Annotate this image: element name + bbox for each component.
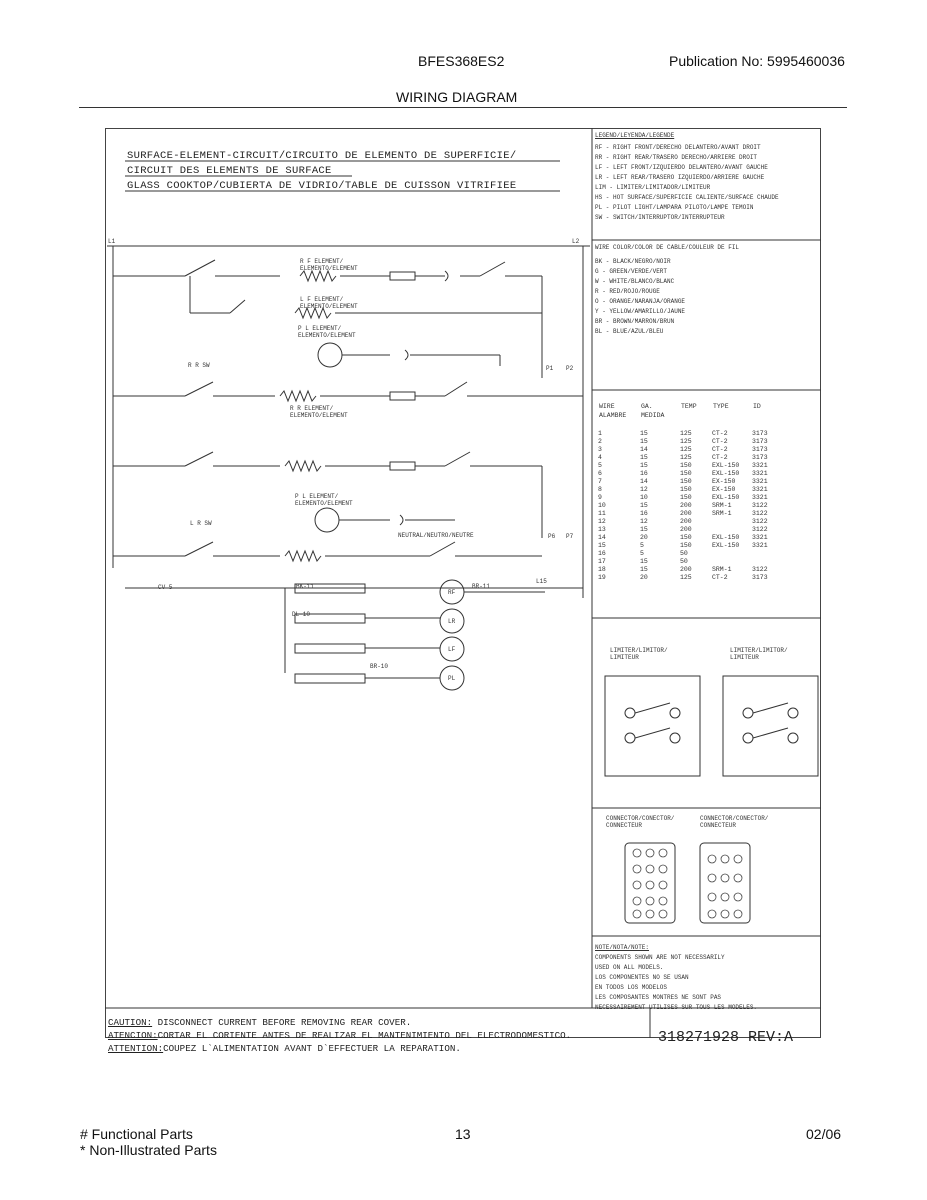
footer-non-illustrated-parts: * Non-Illustrated Parts	[80, 1142, 217, 1158]
wire-table-cell: CT-2	[712, 573, 728, 581]
component-label: LR	[448, 618, 456, 625]
wire-table-header: GA.	[641, 403, 653, 410]
footer-functional-parts: # Functional Parts	[80, 1126, 193, 1142]
legend-line: SW - SWITCH/INTERRUPTOR/INTERRUPTEUR	[595, 214, 725, 221]
circuit-title-line-3: GLASS COOKTOP/CUBIERTA DE VIDRIO/TABLE DE CUISSON VITRIFIEE	[127, 180, 517, 192]
label-l1: L1	[108, 238, 116, 245]
wire-table-cell: 3122	[752, 509, 768, 517]
note-line: NECESSAIREMENT UTILISES SUR TOUS LES MODELES.	[595, 1004, 758, 1011]
note-line: LES COMPOSANTES MONTRES NE SONT PAS	[595, 994, 722, 1001]
connector-label: BR-10	[370, 663, 389, 670]
wire-table-cell: 15	[640, 429, 648, 437]
wire-table-row	[598, 445, 784, 453]
wire-table-cell: 15	[640, 557, 648, 565]
legend-line: LIM - LIMITER/LIMITADOR/LIMITEUR	[595, 184, 711, 191]
wire-table-cell: 200	[680, 509, 692, 517]
wire-table-cell: 3122	[752, 517, 768, 525]
wire-table-cell: 3321	[752, 461, 768, 469]
label-lr-sw: L R SW	[190, 520, 212, 527]
wire-table-cell: 7	[598, 477, 602, 485]
wire-table-cell: 2	[598, 437, 602, 445]
page-title: WIRING DIAGRAM	[396, 89, 518, 105]
wire-table-cell: EX-150	[712, 477, 736, 485]
wire-color-line: W - WHITE/BLANCO/BLANC	[595, 278, 675, 285]
legend-line: RR - RIGHT REAR/TRASERO DERECHO/ARRIERE DROIT	[595, 154, 758, 161]
wire-color-line: O - ORANGE/NARANJA/ORANGE	[595, 298, 686, 305]
wire-table-cell: 3173	[752, 453, 768, 461]
connector-right-label: CONNECTOR/CONECTOR/ CONNECTEUR	[700, 815, 769, 829]
wire-color-heading: WIRE COLOR/COLOR DE CABLE/COULEUR DE FIL	[595, 244, 740, 251]
wire-table-cell: 19	[598, 573, 606, 581]
wire-table-cell: 3122	[752, 501, 768, 509]
wire-table-subheader: ALAMBRE	[599, 412, 627, 419]
wire-table-cell: 5	[640, 541, 644, 549]
wire-table-cell: 16	[598, 549, 606, 557]
wire-table-cell: CT-2	[712, 453, 728, 461]
atencion-line	[108, 1030, 571, 1041]
wire-table-cell: 10	[640, 493, 648, 501]
wire-table-cell: 4	[598, 453, 602, 461]
wire-table-cell: 12	[640, 517, 648, 525]
wire-table	[598, 402, 784, 581]
wire-table-subheader	[752, 411, 784, 429]
wire-table-cell: 20	[640, 573, 648, 581]
diagram-part-number: 318271928 REV:A	[658, 1029, 794, 1046]
page-number: 13	[455, 1126, 471, 1142]
attention-line	[108, 1043, 461, 1054]
wire-table-cell: EX-150	[712, 485, 736, 493]
wire-table-header: TYPE	[713, 403, 729, 410]
attention-text: COUPEZ L`ALIMENTATION AVANT D`EFFECTUER LA REPARATION.	[163, 1043, 461, 1054]
note-line: COMPONENTS SHOWN ARE NOT NECESSARILY	[595, 954, 725, 961]
wire-table-cell: 9	[598, 493, 602, 501]
wire-table-body	[598, 429, 784, 581]
component-label: PL	[448, 675, 456, 682]
wire-table-cell	[712, 517, 752, 525]
label-p1: P1	[546, 365, 554, 372]
wire-table-cell: 15	[640, 501, 648, 509]
model-number: BFES368ES2	[418, 53, 505, 69]
label-rf-element: R F ELEMENT/ ELEMENTO/ELEMENT	[300, 258, 358, 272]
wire-table-cell: 125	[680, 429, 692, 437]
circuit-title-line-2: CIRCUIT DES ELEMENTS DE SURFACE	[127, 165, 332, 177]
wire-table-subheader: MEDIDA	[641, 412, 665, 419]
wire-table-row	[598, 501, 784, 509]
wire-table-cell: 15	[598, 541, 606, 549]
component-label: LF	[448, 646, 456, 653]
wire-table-cell: 16	[640, 509, 648, 517]
circuit-title-line-1: SURFACE-ELEMENT-CIRCUIT/CIRCUITO DE ELEMENTO DE SUPERFICIE/	[127, 150, 517, 162]
connector-label: BR-11	[472, 583, 491, 590]
wire-table-cell: 14	[640, 445, 648, 453]
wire-table-row	[598, 429, 784, 437]
wire-table-cell: 200	[680, 525, 692, 533]
wire-table-subheader	[712, 411, 752, 429]
wire-table-cell: CT-2	[712, 445, 728, 453]
wire-table-cell: 150	[680, 461, 692, 469]
header-rule	[79, 107, 847, 108]
wire-table-cell: CT-2	[712, 437, 728, 445]
wire-table-row	[598, 493, 784, 501]
legend-line: RF - RIGHT FRONT/DERECHO DELANTERO/AVANT DROIT	[595, 144, 761, 151]
wire-table-cell: 3321	[752, 469, 768, 477]
wire-table-cell	[712, 557, 752, 565]
caution-label: CAUTION:	[108, 1017, 153, 1028]
wire-table-row	[598, 477, 784, 485]
legend-line: HS - HOT SURFACE/SUPERFICIE CALIENTE/SURFACE CHAUDE	[595, 194, 779, 201]
wire-table-header: TEMP	[681, 403, 697, 410]
wire-table-cell: 3	[598, 445, 602, 453]
wire-color-line: R - RED/ROJO/ROUGE	[595, 288, 660, 295]
wire-table-cell: 150	[680, 469, 692, 477]
wire-table-cell: 200	[680, 517, 692, 525]
attention-label: ATTENTION:	[108, 1043, 164, 1054]
note-block	[595, 944, 757, 1011]
wire-table-cell: 3173	[752, 429, 768, 437]
wire-table-cell: 13	[598, 525, 606, 533]
wire-table-cell: 50	[680, 549, 688, 557]
wire-table-row	[598, 485, 784, 493]
note-line: USED ON ALL MODELS.	[595, 964, 664, 971]
wire-table-cell	[752, 557, 784, 565]
wire-table-cell: EXL-150	[712, 541, 740, 549]
component-label: RF	[448, 589, 456, 596]
label-p6: P6	[548, 533, 556, 540]
wire-table-cell: 3321	[752, 493, 768, 501]
wire-table-cell: 150	[680, 485, 692, 493]
wire-table-cell	[752, 549, 784, 557]
wire-table-cell: 15	[640, 453, 648, 461]
wire-table-cell: 150	[680, 533, 692, 541]
legend-line: LR - LEFT REAR/TRASERO IZQUIERDO/ARRIERE GAUCHE	[595, 174, 765, 181]
wire-table-header: ID	[753, 403, 761, 410]
wire-table-cell: EXL-150	[712, 461, 740, 469]
wire-table-cell: SRM-1	[712, 565, 732, 573]
wire-table-cell: 1	[598, 429, 602, 437]
wire-table-cell: 8	[598, 485, 602, 493]
wire-table-cell: 3122	[752, 565, 768, 573]
legend-heading: LEGEND/LEYENDA/LEGENDE	[595, 132, 675, 139]
wire-table-cell	[712, 549, 752, 557]
wire-table-cell: 3173	[752, 573, 768, 581]
label-neutral: NEUTRAL/NEUTRO/NEUTRE	[398, 532, 474, 539]
wire-table-row	[598, 437, 784, 445]
wire-table-cell	[712, 525, 752, 533]
wire-table-cell: 150	[680, 541, 692, 549]
wire-table-row	[598, 549, 784, 557]
wire-table-row	[598, 573, 784, 581]
wire-table-cell: 3321	[752, 477, 768, 485]
wire-color-line: G - GREEN/VERDE/VERT	[595, 268, 668, 275]
wire-color-line: BL - BLUE/AZUL/BLEU	[595, 328, 664, 335]
wire-table-row	[598, 453, 784, 461]
wire-table-cell: 125	[680, 573, 692, 581]
wire-table-row	[598, 533, 784, 541]
wire-table-subheader	[680, 411, 712, 429]
wire-table-cell: 150	[680, 493, 692, 501]
wire-table-cell: 15	[640, 461, 648, 469]
wire-table-cell: 50	[680, 557, 688, 565]
wire-table-row	[598, 509, 784, 517]
wire-table-cell: 3173	[752, 437, 768, 445]
wire-table-cell: 200	[680, 501, 692, 509]
limiter-right-label: LIMITER/LIMITOR/ LIMITEUR	[730, 647, 788, 661]
wire-table-cell: 3122	[752, 525, 768, 533]
wire-table-cell: 20	[640, 533, 648, 541]
wire-table-cell: 15	[640, 525, 648, 533]
wire-table-cell: 17	[598, 557, 606, 565]
revision-date: 02/06	[806, 1126, 842, 1142]
connector-left-label: CONNECTOR/CONECTOR/ CONNECTEUR	[606, 815, 675, 829]
legend-line: LF - LEFT FRONT/IZQUIERDO DELANTERO/AVANT GAUCHE	[595, 164, 768, 171]
wire-table-cell: 12	[598, 517, 606, 525]
wire-table-cell: CT-2	[712, 429, 728, 437]
wire-table-cell: EXL-150	[712, 533, 740, 541]
schematic-drawing	[105, 128, 821, 1038]
atencion-text: CORTAR EL CORIENTE ANTES DE REALIZAR EL MANTENIMIENTO DEL ELECTRODOMESTICO.	[157, 1030, 572, 1041]
wire-table-row	[598, 565, 784, 573]
wire-table-row	[598, 461, 784, 469]
wire-table-subheader-row	[598, 411, 784, 429]
wire-color-line: Y - YELLOW/AMARILLO/JAUNE	[595, 308, 686, 315]
connector-label: DL-10	[292, 611, 311, 618]
legend-abbreviations	[595, 144, 779, 221]
wire-table-cell: 15	[640, 565, 648, 573]
publication-number: Publication No: 5995460036	[669, 53, 845, 69]
wire-table-cell: 125	[680, 445, 692, 453]
atencion-label: ATENCION:	[108, 1030, 158, 1041]
wire-table-cell: 18	[598, 565, 606, 573]
wire-table-row	[598, 525, 784, 533]
wire-table-cell: 16	[640, 469, 648, 477]
wire-table-cell: 12	[640, 485, 648, 493]
wire-table-cell: EXL-150	[712, 493, 740, 501]
wire-table-cell: SRM-1	[712, 509, 732, 517]
note-line: EN TODOS LOS MODELOS	[595, 984, 668, 991]
wire-color-list	[595, 258, 685, 335]
wire-table-cell: 150	[680, 477, 692, 485]
wire-table-cell: EXL-150	[712, 469, 740, 477]
wire-table-cell: 125	[680, 453, 692, 461]
note-line: NOTE/NOTA/NOTE:	[595, 944, 650, 951]
wire-table-cell: 3173	[752, 445, 768, 453]
wire-table-cell: 14	[640, 477, 648, 485]
label-p7: P7	[566, 533, 574, 540]
note-line: LOS COMPONENTES NO SE USAN	[595, 974, 689, 981]
wire-table-cell: 5	[640, 549, 644, 557]
label-cv5: CV 5	[158, 584, 173, 591]
label-l2: L2	[572, 238, 580, 245]
label-lf-element: L F ELEMENT/ ELEMENTO/ELEMENT	[300, 296, 358, 310]
wire-color-line: BK - BLACK/NEGRO/NOIR	[595, 258, 671, 265]
wire-table-row	[598, 541, 784, 549]
wire-table-cell: 6	[598, 469, 602, 477]
wire-table-row	[598, 557, 784, 565]
wire-table-cell: 5	[598, 461, 602, 469]
wire-table-cell: 11	[598, 509, 606, 517]
wire-table-row	[598, 469, 784, 477]
legend-line: PL - PILOT LIGHT/LAMPARA PILOTO/LAMPE TEMOIN	[595, 204, 754, 211]
wire-table-cell: 125	[680, 437, 692, 445]
wire-table-header: WIRE	[599, 403, 615, 410]
label-pl-element-top: P L ELEMENT/ ELEMENTO/ELEMENT	[298, 325, 356, 339]
caution-line	[108, 1017, 411, 1028]
wire-table-row	[598, 517, 784, 525]
connector-label: BK-11	[296, 583, 315, 590]
wire-table-header-row	[598, 402, 784, 411]
label-pl-element-bottom: P L ELEMENT/ ELEMENTO/ELEMENT	[295, 493, 353, 507]
wire-table-cell: 14	[598, 533, 606, 541]
wire-table-cell: 3321	[752, 541, 768, 549]
caution-text: DISCONNECT CURRENT BEFORE REMOVING REAR COVER.	[152, 1017, 412, 1028]
label-l15: L15	[536, 578, 547, 585]
wire-table-cell: 10	[598, 501, 606, 509]
label-p2: P2	[566, 365, 574, 372]
wire-table-cell: 3321	[752, 485, 768, 493]
label-rr-element: R R ELEMENT/ ELEMENTO/ELEMENT	[290, 405, 348, 419]
limiter-left-label: LIMITER/LIMITOR/ LIMITEUR	[610, 647, 668, 661]
label-rr-sw: R R SW	[188, 362, 210, 369]
wire-table-cell: 15	[640, 437, 648, 445]
wire-table-cell: 3321	[752, 533, 768, 541]
wire-table-cell: 200	[680, 565, 692, 573]
wire-color-line: BR - BROWN/MARRON/BRUN	[595, 318, 675, 325]
wire-table-cell: SRM-1	[712, 501, 732, 509]
